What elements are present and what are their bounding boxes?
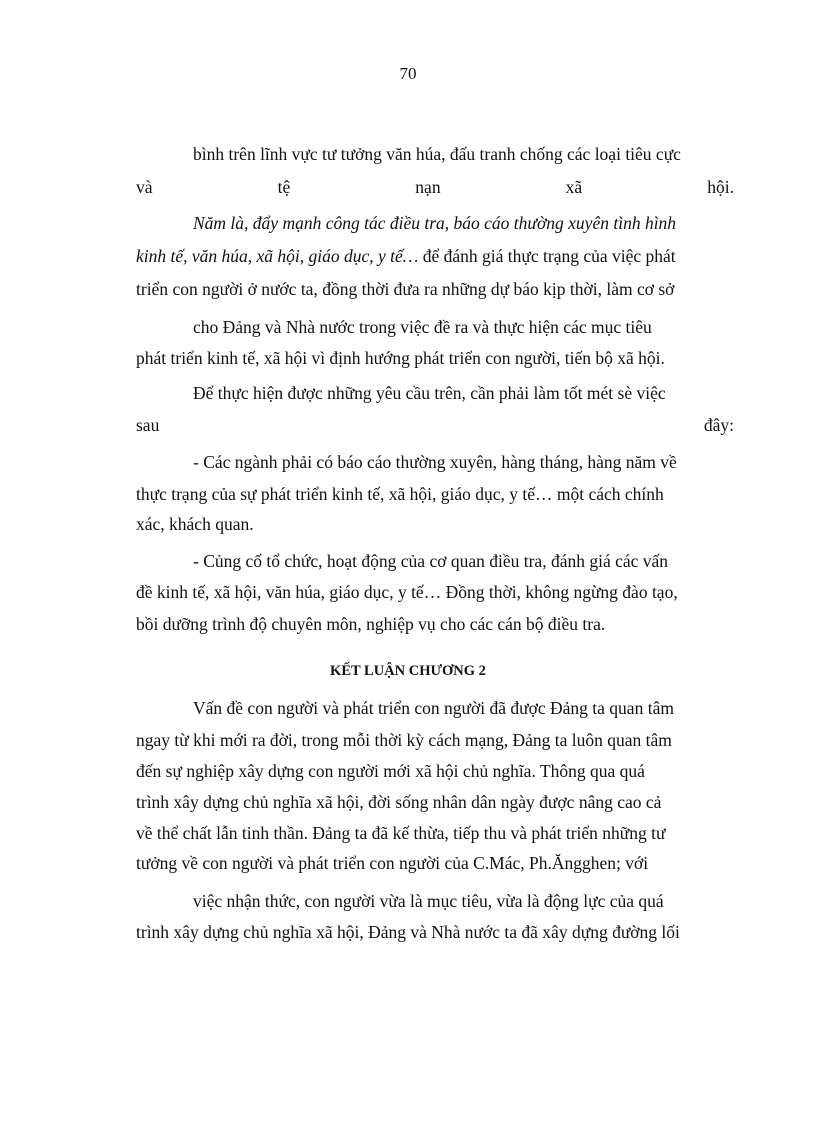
- para2-line2-rest: để đánh giá thực trạng của việc phát: [418, 246, 676, 266]
- word: sau: [136, 415, 160, 435]
- para6-line3: đến sự nghiệp xây dựng con người mới xã hội chủ nghĩa. Thông qua quá: [136, 761, 645, 781]
- section-heading: KẾT LUẬN CHƯƠNG 2: [330, 663, 486, 679]
- para4-line2: thực trạng của sự phát triển kinh tế, xã hội, giáo dục, y tế… một cách chính: [136, 484, 664, 504]
- para2-line2-italic: kinh tế, văn húa, xã hội, giáo dục, y tế…: [136, 246, 419, 266]
- para4-line1: - Các ngành phải có báo cáo thường xuyên, hàng tháng, hàng năm về: [193, 452, 677, 472]
- para5-line2: đề kinh tế, xã hội, văn húa, giáo dục, y tế… Đồng thời, không ngừng đào tạo,: [136, 582, 678, 602]
- para3-line1: Để thực hiện được những yêu cầu trên, cần phải làm tốt mét sè việc: [193, 383, 666, 403]
- para4-line3: xác, khách quan.: [136, 514, 254, 534]
- para5-line3: bồi dưỡng trình độ chuyên môn, nghiệp vụ cho các cán bộ điều tra.: [136, 614, 606, 634]
- word: xã: [565, 177, 583, 197]
- word: và: [136, 177, 153, 197]
- para1-line2: [136, 175, 734, 199]
- para6-line4: trình xây dựng chủ nghĩa xã hội, đời sống nhân dân ngày được nâng cao cả: [136, 792, 662, 812]
- para6-line6: tưởng về con người và phát triển con người của C.Mác, Ph.Ăngghen; với: [136, 853, 649, 873]
- para6-line2: ngay từ khi mới ra đời, trong mỗi thời kỳ cách mạng, Đảng ta luôn quan tâm: [136, 730, 672, 750]
- word: đây:: [703, 415, 734, 435]
- para2-line4: cho Đảng và Nhà nước trong việc đề ra và thực hiện các mục tiêu: [193, 317, 652, 337]
- para2-line2: [136, 244, 734, 268]
- para3-line2: [136, 413, 734, 437]
- word: hội.: [707, 177, 734, 197]
- para6-line8: trình xây dựng chủ nghĩa xã hội, Đảng và Nhà nước ta đã xây dựng đường lối: [136, 922, 680, 942]
- para2-line1: Năm là, đẩy mạnh công tác điều tra, báo cáo thường xuyên tình hình: [193, 213, 677, 233]
- para5-line1: - Củng cố tổ chức, hoạt động của cơ quan điều tra, đánh giá các vấn: [193, 551, 669, 571]
- word: tệ: [277, 177, 291, 197]
- para6-line5: về thể chất lẫn tinh thần. Đảng ta đã kế thừa, tiếp thu và phát triển những tư: [136, 823, 666, 843]
- para1-line1: [193, 142, 734, 166]
- para2-line3: triển con người ở nước ta, đồng thời đưa ra những dự báo kịp thời, làm cơ sở: [136, 279, 675, 299]
- para6-line7: việc nhận thức, con người vừa là mục tiêu, vừa là động lực của quá: [193, 891, 664, 911]
- para1-line1-text: bình trên lĩnh vực tư tưởng văn húa, đấu tranh chống các loại tiêu cực: [193, 144, 681, 164]
- word: nạn: [415, 177, 441, 197]
- page-number: 70: [399, 64, 417, 83]
- para6-line1: Vấn đề con người và phát triển con người đã được Đảng ta quan tâm: [193, 698, 674, 718]
- para2-line5: phát triển kinh tế, xã hội vì định hướng phát triển con người, tiến bộ xã hội.: [136, 348, 665, 368]
